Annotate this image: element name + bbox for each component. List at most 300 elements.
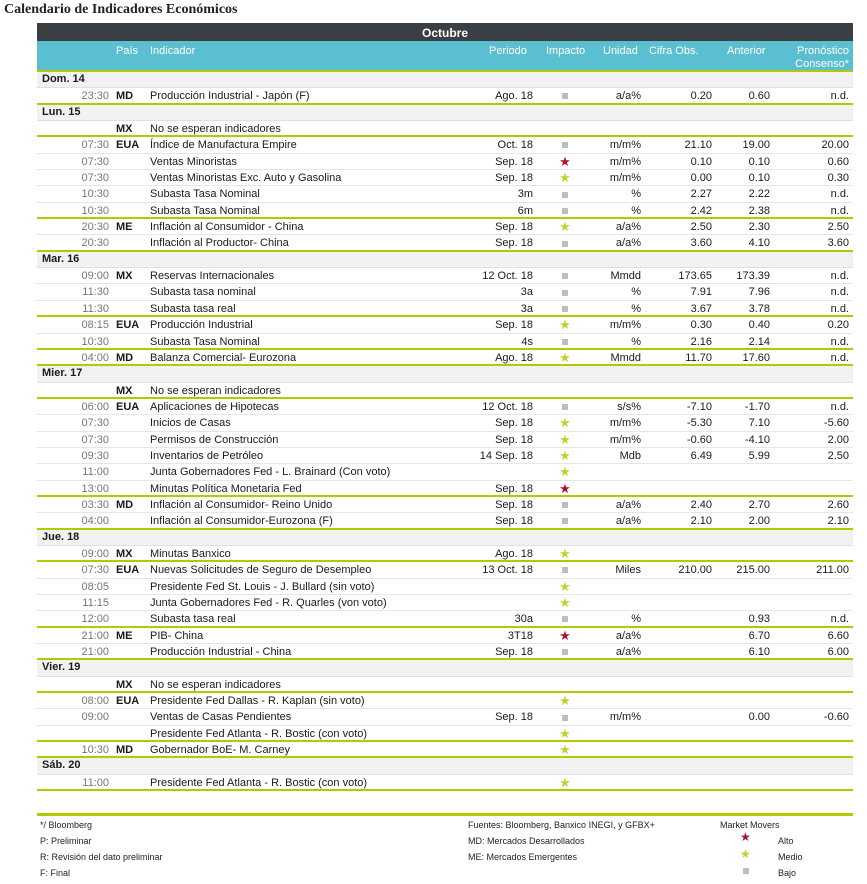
table-row (37, 693, 853, 709)
market-movers-title: Market Movers (720, 820, 780, 830)
indicator-cell: No se esperan indicadores (150, 678, 281, 691)
table-row (37, 644, 853, 660)
time-cell: 11:00 (82, 776, 109, 789)
indicator-cell: Inicios de Casas (150, 417, 231, 430)
unit-cell: a/a% (615, 498, 641, 511)
previous-cell: 5.99 (748, 449, 770, 462)
previous-cell: 2.30 (748, 221, 770, 234)
unit-cell: a/a% (615, 90, 641, 103)
table-row (37, 137, 853, 153)
observed-cell: -7.10 (686, 400, 712, 413)
country-cell: EUA (116, 139, 140, 152)
observed-cell: 6.49 (690, 449, 712, 462)
previous-cell: 6.70 (748, 629, 770, 642)
square-low-icon (562, 518, 568, 524)
period-cell: Sep. 18 (495, 498, 533, 511)
time-cell: 04:00 (81, 351, 109, 364)
col-pronostico-line2: Consenso* (795, 58, 849, 70)
forecast-cell: 6.00 (827, 646, 849, 659)
impact-cell (552, 186, 578, 202)
indicator-cell: Presidente Fed Atlanta - R. Bostic (con voto) (150, 776, 368, 789)
unit-cell: m/m% (609, 319, 641, 332)
legend-medio: Medio (778, 852, 803, 862)
forecast-cell: 0.60 (827, 155, 849, 168)
forecast-cell: 2.00 (827, 433, 849, 446)
table-row (37, 154, 853, 170)
time-cell: 21:00 (81, 629, 109, 642)
previous-cell: 2.00 (748, 515, 770, 528)
square-low-icon (562, 192, 568, 198)
unit-cell: Miles (615, 564, 641, 577)
unit-cell: Mdb (619, 449, 641, 462)
impact-cell (552, 546, 578, 563)
observed-cell: 21.10 (684, 139, 712, 152)
observed-cell: 210.00 (678, 564, 712, 577)
forecast-cell: 0.30 (827, 172, 849, 185)
day-header: Jue. 18 (37, 530, 853, 546)
indicator-cell: Gobernador BoE- M. Carney (150, 744, 291, 757)
indicator-cell: Inflación al Consumidor- Reino Unido (150, 498, 333, 511)
star-medium-icon: ★ (559, 317, 571, 333)
impact-cell (552, 203, 578, 219)
indicator-cell: Minutas Banxico (150, 547, 231, 560)
impact-cell (552, 137, 578, 153)
table-row (37, 513, 853, 529)
indicator-cell: Permisos de Construcción (150, 433, 279, 446)
observed-cell: 2.16 (690, 335, 712, 348)
country-cell: MX (116, 384, 133, 397)
period-cell: 3T18 (507, 629, 533, 642)
time-cell: 10:30 (81, 188, 109, 201)
forecast-cell: n.d. (830, 613, 849, 626)
col-anterior: Anterior (727, 45, 766, 57)
observed-cell: 2.40 (690, 498, 712, 511)
table-row (37, 481, 853, 497)
unit-cell: % (631, 335, 641, 348)
note-revision: R: Revisión del dato preliminar (40, 852, 163, 862)
indicator-cell: Ventas de Casas Pendientes (150, 711, 292, 724)
forecast-cell: 2.10 (827, 515, 849, 528)
table-row (37, 415, 853, 431)
previous-cell: 0.93 (748, 613, 770, 626)
previous-cell: 2.22 (748, 188, 770, 201)
table-row (37, 775, 853, 791)
col-indicador: Indicador (150, 45, 196, 57)
period-cell: Sep. 18 (495, 172, 533, 185)
impact-cell (552, 219, 578, 236)
square-low-icon (562, 404, 568, 410)
square-low-icon (743, 868, 749, 874)
table-row (37, 562, 853, 578)
day-header: Dom. 14 (37, 72, 853, 88)
forecast-cell: n.d. (830, 188, 849, 201)
country-cell: EUA (116, 400, 140, 413)
time-cell: 07:30 (81, 172, 109, 185)
calendar-table (37, 23, 853, 791)
unit-cell: Mmdd (610, 270, 641, 283)
square-low-icon (562, 567, 568, 573)
star-high-icon: ★ (559, 480, 571, 496)
time-cell: 11:30 (82, 302, 109, 315)
col-periodo: Periodo (489, 45, 527, 57)
table-row (37, 383, 853, 399)
observed-cell: 2.42 (690, 204, 712, 217)
period-cell: Sep. 18 (495, 319, 533, 332)
indicator-cell: Subasta Tasa Nominal (150, 204, 260, 217)
square-low-icon (562, 649, 568, 655)
impact-cell (552, 644, 578, 660)
observed-cell: -5.30 (686, 417, 712, 430)
time-cell: 04:00 (81, 515, 109, 528)
impact-cell (552, 317, 578, 334)
time-cell: 13:00 (81, 482, 109, 495)
square-low-icon (562, 715, 568, 721)
star-medium-icon: ★ (559, 447, 571, 463)
impact-cell (552, 432, 578, 449)
indicator-cell: No se esperan indicadores (150, 123, 281, 136)
period-cell: Ago. 18 (495, 90, 533, 103)
country-cell: MD (116, 744, 134, 757)
unit-cell: m/m% (609, 155, 641, 168)
col-pais: País (116, 45, 139, 57)
impact-cell (552, 775, 578, 792)
indicator-cell: Índice de Manufactura Empire (150, 139, 297, 152)
observed-cell: 173.65 (678, 270, 712, 283)
forecast-cell: 3.60 (827, 237, 849, 250)
indicator-cell: Ventas Minoristas (150, 155, 237, 168)
table-row (37, 464, 853, 480)
table-row (37, 88, 853, 104)
time-cell: 08:00 (81, 695, 109, 708)
time-cell: 20:30 (81, 237, 109, 250)
indicator-cell: Balanza Comercial- Eurozona (150, 351, 297, 364)
period-cell: 3m (517, 188, 533, 201)
col-pronostico-line1: Pronóstico (797, 45, 849, 57)
star-medium-icon: ★ (559, 595, 571, 610)
note-bloomberg: */ Bloomberg (40, 820, 93, 830)
previous-cell: 2.70 (748, 498, 770, 511)
period-cell: Sep. 18 (495, 221, 533, 234)
impact-cell (552, 742, 578, 759)
time-cell: 10:30 (81, 204, 109, 217)
star-medium-icon: ★ (559, 219, 571, 235)
impact-cell (552, 284, 578, 300)
table-row (37, 579, 853, 595)
indicator-cell: Producción Industrial - Japón (F) (150, 90, 310, 103)
time-cell: 09:00 (81, 711, 109, 724)
col-impacto: Impacto (546, 45, 586, 57)
forecast-cell: n.d. (830, 400, 849, 413)
period-cell: 14 Sep. 18 (479, 449, 533, 462)
time-cell: 10:30 (81, 744, 109, 757)
unit-cell: a/a% (615, 237, 641, 250)
period-cell: 12 Oct. 18 (482, 400, 533, 413)
previous-cell: 173.39 (736, 270, 770, 283)
observed-cell: 2.27 (690, 188, 712, 201)
country-cell: MD (116, 351, 134, 364)
table-row (37, 628, 853, 644)
table-row (37, 350, 853, 366)
col-cifra: Cifra Obs. (649, 45, 699, 57)
indicator-cell: Junta Gobernadores Fed - L. Brainard (Con voto) (150, 466, 391, 479)
impact-cell (552, 513, 578, 529)
time-cell: 10:30 (81, 335, 109, 348)
previous-cell: 7.10 (748, 417, 770, 430)
table-row (37, 121, 853, 137)
impact-cell (552, 399, 578, 415)
unit-cell: % (631, 613, 641, 626)
indicator-cell: Subasta Tasa Nominal (150, 335, 260, 348)
star-medium-icon: ★ (559, 349, 571, 365)
period-cell: 12 Oct. 18 (482, 270, 533, 283)
period-cell: Ago. 18 (495, 547, 533, 560)
observed-cell: 7.91 (690, 286, 712, 299)
time-cell: 11:30 (82, 286, 109, 299)
star-medium-icon: ★ (559, 742, 571, 758)
previous-cell: 0.40 (748, 319, 770, 332)
forecast-cell: 2.60 (827, 498, 849, 511)
period-cell: Sep. 18 (495, 515, 533, 528)
indicator-cell: Inventarios de Petróleo (150, 449, 264, 462)
square-low-icon (562, 306, 568, 312)
forecast-cell: 0.20 (827, 319, 849, 332)
star-high-icon: ★ (559, 627, 571, 643)
table-row (37, 709, 853, 725)
period-cell: 30a (514, 613, 533, 626)
indicator-cell: Subasta tasa real (150, 302, 236, 315)
unit-cell: a/a% (615, 221, 641, 234)
table-row (37, 677, 853, 693)
square-low-icon (562, 290, 568, 296)
star-medium-icon: ★ (559, 431, 571, 447)
month-header: Octubre (37, 23, 853, 41)
impact-cell (552, 350, 578, 367)
period-cell: 3a (520, 302, 533, 315)
indicator-cell: Inflación al Consumidor - China (150, 221, 304, 234)
observed-cell: 3.60 (690, 237, 712, 250)
star-medium-icon: ★ (559, 578, 571, 594)
square-low-icon (562, 616, 568, 622)
previous-cell: -1.70 (744, 400, 770, 413)
time-cell: 07:30 (81, 155, 109, 168)
time-cell: 03:30 (81, 498, 109, 511)
square-low-icon (562, 339, 568, 345)
time-cell: 07:30 (81, 417, 109, 430)
observed-cell: -0.60 (686, 433, 712, 446)
indicator-cell: Reservas Internacionales (150, 270, 275, 283)
table-row (37, 284, 853, 300)
country-cell: MX (116, 547, 133, 560)
table-row (37, 203, 853, 219)
table-row (37, 301, 853, 317)
time-cell: 09:30 (81, 449, 109, 462)
impact-cell (552, 415, 578, 432)
day-header: Vier. 19 (37, 660, 853, 676)
time-cell: 06:00 (81, 400, 109, 413)
country-cell: ME (116, 629, 133, 642)
table-row (37, 432, 853, 448)
previous-cell: 17.60 (742, 351, 770, 364)
square-low-icon (562, 142, 568, 148)
forecast-cell: 2.50 (827, 449, 849, 462)
star-medium-icon: ★ (559, 774, 571, 790)
day-header: Lun. 15 (37, 105, 853, 121)
previous-cell: 0.60 (748, 90, 770, 103)
legend-bajo: Bajo (778, 868, 797, 878)
legend-md: MD: Mercados Desarrollados (468, 836, 585, 846)
col-unidad: Unidad (603, 45, 638, 57)
indicator-cell: Subasta Tasa Nominal (150, 188, 260, 201)
time-cell: 08:05 (81, 580, 109, 593)
impact-cell (552, 562, 578, 578)
impact-cell (552, 464, 578, 481)
period-cell: Oct. 18 (497, 139, 533, 152)
forecast-cell: 211.00 (816, 564, 849, 577)
unit-cell: a/a% (615, 515, 641, 528)
time-cell: 07:30 (81, 564, 109, 577)
impact-cell (552, 595, 578, 612)
table-row (37, 399, 853, 415)
table-row (37, 742, 853, 758)
country-cell: EUA (116, 695, 140, 708)
indicator-cell: Minutas Política Monetaria Fed (150, 482, 302, 495)
star-high-icon: ★ (559, 153, 571, 169)
indicator-cell: Presidente Fed Atlanta - R. Bostic (con voto) (150, 727, 368, 740)
indicator-cell: Subasta tasa real (150, 613, 236, 626)
square-low-icon (562, 93, 568, 99)
table-row (37, 448, 853, 464)
time-cell: 23:30 (81, 90, 109, 103)
unit-cell: m/m% (609, 139, 641, 152)
country-cell: MX (116, 270, 133, 283)
forecast-cell: -0.60 (823, 711, 849, 724)
previous-cell: 6.10 (748, 646, 770, 659)
previous-cell: 2.38 (748, 204, 770, 217)
table-row (37, 595, 853, 611)
indicator-cell: Subasta tasa nominal (150, 286, 256, 299)
previous-cell: 4.10 (748, 237, 770, 250)
table-row (37, 611, 853, 627)
indicator-cell: Producción Industrial (150, 319, 253, 332)
star-medium-icon: ★ (740, 847, 751, 861)
observed-cell: 0.20 (690, 90, 712, 103)
indicator-cell: No se esperan indicadores (150, 384, 281, 397)
previous-cell: 215.00 (736, 564, 770, 577)
unit-cell: a/a% (615, 629, 641, 642)
time-cell: 09:00 (81, 270, 109, 283)
unit-cell: % (631, 204, 641, 217)
impact-cell (552, 448, 578, 465)
legend-alto: Alto (778, 836, 794, 846)
time-cell: 08:15 (81, 319, 109, 332)
square-low-icon (562, 273, 568, 279)
indicator-cell: Presidente Fed Dallas - R. Kaplan (sin voto) (150, 695, 365, 708)
period-cell: Sep. 18 (495, 417, 533, 430)
previous-cell: 3.78 (748, 302, 770, 315)
forecast-cell: n.d. (830, 204, 849, 217)
country-cell: ME (116, 221, 133, 234)
forecast-cell: n.d. (830, 270, 849, 283)
time-cell: 07:30 (81, 433, 109, 446)
impact-cell (552, 579, 578, 596)
period-cell: Sep. 18 (495, 237, 533, 250)
period-cell: Sep. 18 (495, 433, 533, 446)
unit-cell: % (631, 286, 641, 299)
day-header: Mier. 17 (37, 366, 853, 382)
table-row (37, 317, 853, 333)
forecast-cell: 6.60 (827, 629, 849, 642)
col-pronostico (787, 45, 849, 71)
time-cell: 21:00 (81, 646, 109, 659)
table-row (37, 170, 853, 186)
column-header-row (37, 41, 853, 70)
forecast-cell: n.d. (830, 335, 849, 348)
period-cell: 13 Oct. 18 (482, 564, 533, 577)
previous-cell: 0.00 (748, 711, 770, 724)
square-low-icon (562, 241, 568, 247)
observed-cell: 0.30 (690, 319, 712, 332)
previous-cell: 2.14 (748, 335, 770, 348)
indicator-cell: Inflación al Consumidor-Eurozona (F) (150, 515, 333, 528)
note-final: F: Final (40, 868, 71, 878)
previous-cell: -4.10 (744, 433, 770, 446)
previous-cell: 19.00 (742, 139, 770, 152)
star-medium-icon: ★ (559, 415, 571, 431)
impact-cell (552, 628, 578, 645)
observed-cell: 0.10 (690, 155, 712, 168)
table-row (37, 268, 853, 284)
indicator-cell: Inflación al Productor- China (150, 237, 289, 250)
unit-cell: m/m% (609, 172, 641, 185)
day-header: Sáb. 20 (37, 758, 853, 774)
time-cell: 07:30 (81, 139, 109, 152)
country-cell: EUA (116, 319, 140, 332)
unit-cell: a/a% (615, 646, 641, 659)
sources-text: Fuentes: Bloomberg, Banxico INEGI, y GFBX+ (468, 820, 655, 830)
impact-cell (552, 170, 578, 187)
impact-cell (552, 334, 578, 350)
period-cell: Ago. 18 (495, 351, 533, 364)
unit-cell: Mmdd (610, 351, 641, 364)
forecast-cell: n.d. (830, 90, 849, 103)
forecast-cell: 2.50 (827, 221, 849, 234)
period-cell: Sep. 18 (495, 482, 533, 495)
impact-cell (552, 693, 578, 710)
forecast-cell: 20.00 (821, 139, 849, 152)
impact-cell (552, 726, 578, 743)
square-low-icon (562, 208, 568, 214)
period-cell: 3a (520, 286, 533, 299)
square-low-icon (562, 502, 568, 508)
page-title: Calendario de Indicadores Económicos (4, 2, 238, 17)
previous-cell: 7.96 (748, 286, 770, 299)
unit-cell: % (631, 302, 641, 315)
previous-cell: 0.10 (748, 155, 770, 168)
footer-divider (37, 813, 853, 816)
country-cell: MD (116, 90, 134, 103)
impact-cell (552, 88, 578, 104)
star-medium-icon: ★ (559, 545, 571, 561)
indicator-cell: Producción Industrial - China (150, 646, 292, 659)
impact-cell (552, 497, 578, 513)
indicator-cell: Junta Gobernadores Fed - R. Quarles (von voto) (150, 597, 387, 609)
country-cell: MX (116, 123, 133, 136)
country-cell: MX (116, 678, 133, 691)
time-cell: 09:00 (81, 547, 109, 560)
table-body (37, 72, 853, 791)
period-cell: Sep. 18 (495, 155, 533, 168)
table-row (37, 497, 853, 513)
